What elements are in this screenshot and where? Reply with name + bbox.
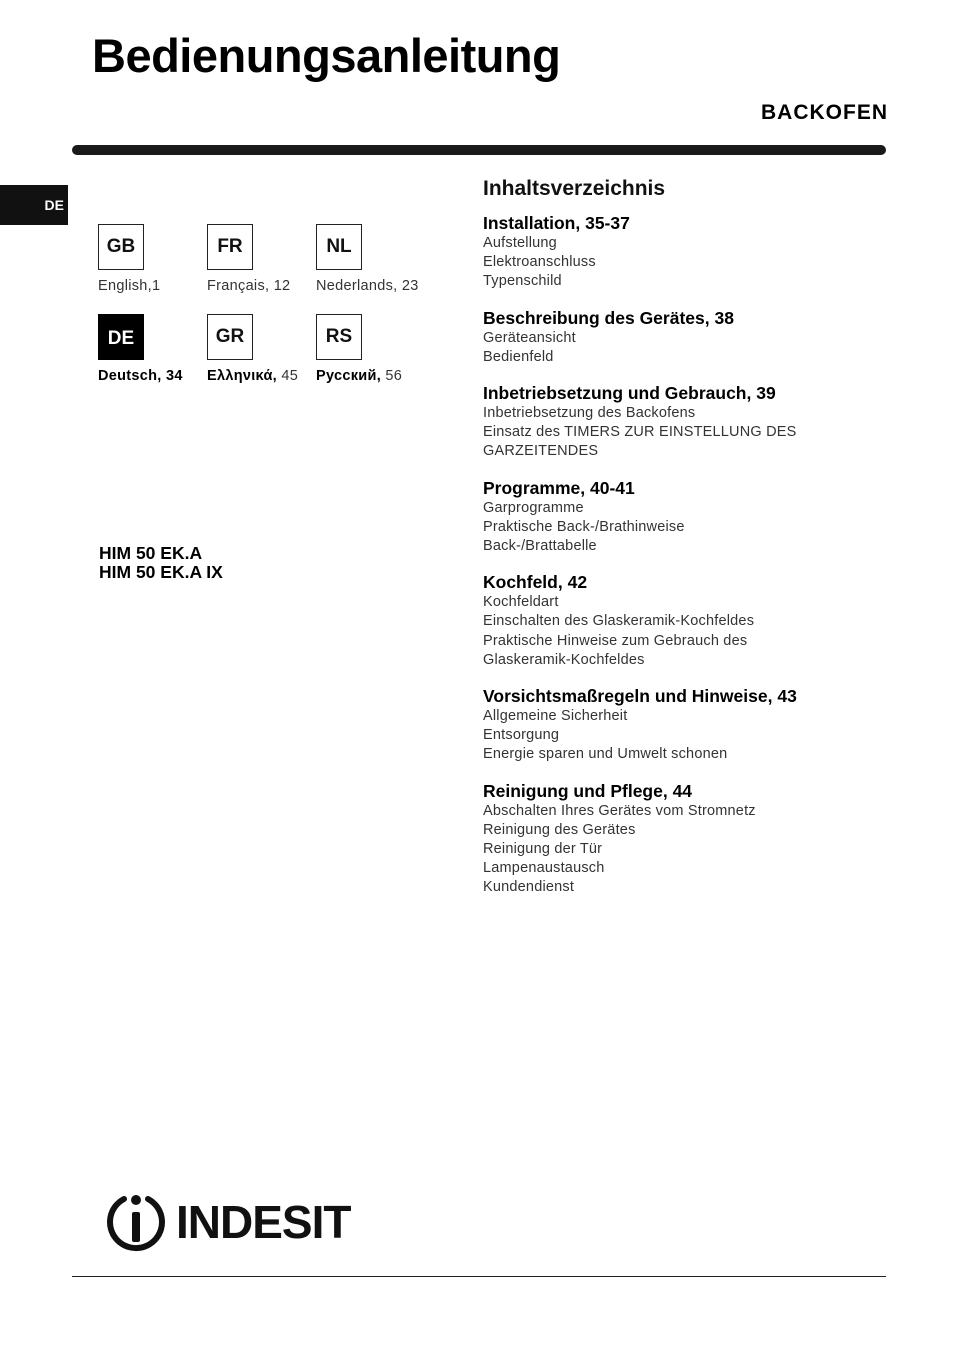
language-code-box: GB <box>98 224 144 270</box>
language-entry[interactable] <box>207 224 316 296</box>
header-divider <box>72 145 886 155</box>
toc-section <box>483 307 883 367</box>
toc-heading[interactable]: Programme, 40-41 <box>483 477 635 498</box>
toc-item: Lampenaustausch <box>483 860 605 877</box>
toc-section <box>483 477 883 557</box>
language-name: Ελληνικά, <box>207 368 277 384</box>
language-code-box: RS <box>316 314 362 360</box>
toc-section <box>483 685 883 765</box>
toc-item: Inbetriebsetzung des Backofens <box>483 405 696 422</box>
toc-item: GARZEITENDES <box>483 443 599 460</box>
toc-title: Inhaltsverzeichnis <box>483 177 666 200</box>
model-name: HIM 50 EK.A <box>99 543 203 563</box>
footer-divider <box>72 1276 886 1277</box>
toc-item: Garprogramme <box>483 499 584 516</box>
brand-wordmark: INDESIT <box>176 1196 351 1248</box>
toc-item: Kochfeldart <box>483 594 559 611</box>
toc-item: Reinigung der Tür <box>483 841 603 858</box>
toc-heading[interactable]: Inbetriebsetzung und Gebrauch, 39 <box>483 383 776 404</box>
page-title: Bedienungsanleitung <box>92 29 561 82</box>
toc-item: Bedienfeld <box>483 348 554 365</box>
language-label <box>98 278 207 294</box>
toc-heading[interactable]: Kochfeld, 42 <box>483 572 588 593</box>
brand-logo <box>104 1190 351 1254</box>
language-page: 12 <box>273 278 291 294</box>
toc-section <box>483 780 883 898</box>
language-page: 56 <box>385 368 403 384</box>
toc-item: Abschalten Ihres Gerätes vom Stromnetz <box>483 802 756 819</box>
language-name: Русский, <box>316 368 382 384</box>
language-label <box>207 368 316 384</box>
toc-heading[interactable]: Vorsichtsmaßregeln und Hinweise, 43 <box>483 686 797 707</box>
toc-item: Einschalten des Glaskeramik-Kochfeldes <box>483 613 755 630</box>
product-type: BACKOFEN <box>761 101 888 124</box>
toc-section <box>483 382 883 462</box>
toc-heading[interactable]: Reinigung und Pflege, 44 <box>483 780 693 801</box>
table-of-contents <box>483 176 883 913</box>
language-entry[interactable] <box>316 224 438 296</box>
language-code-box: GR <box>207 314 253 360</box>
language-label <box>316 278 438 294</box>
language-label <box>98 368 207 384</box>
toc-item: Energie sparen und Umwelt schonen <box>483 746 728 763</box>
toc-item: Allgemeine Sicherheit <box>483 708 628 725</box>
toc-section <box>483 571 883 670</box>
toc-item: Einsatz des TIMERS ZUR EINSTELLUNG DES <box>483 424 797 441</box>
language-name: Nederlands, <box>316 278 398 294</box>
language-code-box: FR <box>207 224 253 270</box>
language-code-box: DE <box>98 314 144 360</box>
indesit-emblem-icon <box>104 1190 168 1254</box>
toc-item: Typenschild <box>483 273 562 290</box>
language-name: Deutsch, <box>98 368 162 384</box>
model-name: HIM 50 EK.A IX <box>99 562 223 582</box>
toc-item: Glaskeramik-Kochfeldes <box>483 651 645 668</box>
toc-item: Praktische Back-/Brathinweise <box>483 518 685 535</box>
language-page: 1 <box>152 278 161 294</box>
language-page: 34 <box>165 368 183 384</box>
toc-item: Aufstellung <box>483 235 557 251</box>
language-side-tab: DE <box>0 185 68 225</box>
language-code-box: NL <box>316 224 362 270</box>
toc-item: Praktische Hinweise zum Gebrauch des <box>483 632 748 649</box>
language-label <box>316 368 438 384</box>
toc-heading[interactable]: Beschreibung des Gerätes, 38 <box>483 307 734 328</box>
language-entry-active[interactable] <box>98 314 207 386</box>
toc-item: Reinigung des Gerätes <box>483 821 636 838</box>
language-entry[interactable] <box>316 314 438 386</box>
toc-item: Kundendienst <box>483 879 575 896</box>
model-list <box>99 544 223 582</box>
toc-item: Back-/Brattabelle <box>483 538 597 555</box>
toc-item: Geräteansicht <box>483 329 576 346</box>
language-name: Français, <box>207 278 270 294</box>
language-index <box>98 224 438 386</box>
toc-item: Elektroanschluss <box>483 254 596 271</box>
toc-section <box>483 212 883 292</box>
toc-item: Entsorgung <box>483 727 560 744</box>
language-page: 23 <box>401 278 419 294</box>
language-label <box>207 278 316 294</box>
language-page: 45 <box>281 368 299 384</box>
language-name: English, <box>98 278 152 294</box>
language-entry[interactable] <box>207 314 316 386</box>
toc-heading[interactable]: Installation, 35-37 <box>483 213 630 233</box>
language-entry[interactable] <box>98 224 207 296</box>
